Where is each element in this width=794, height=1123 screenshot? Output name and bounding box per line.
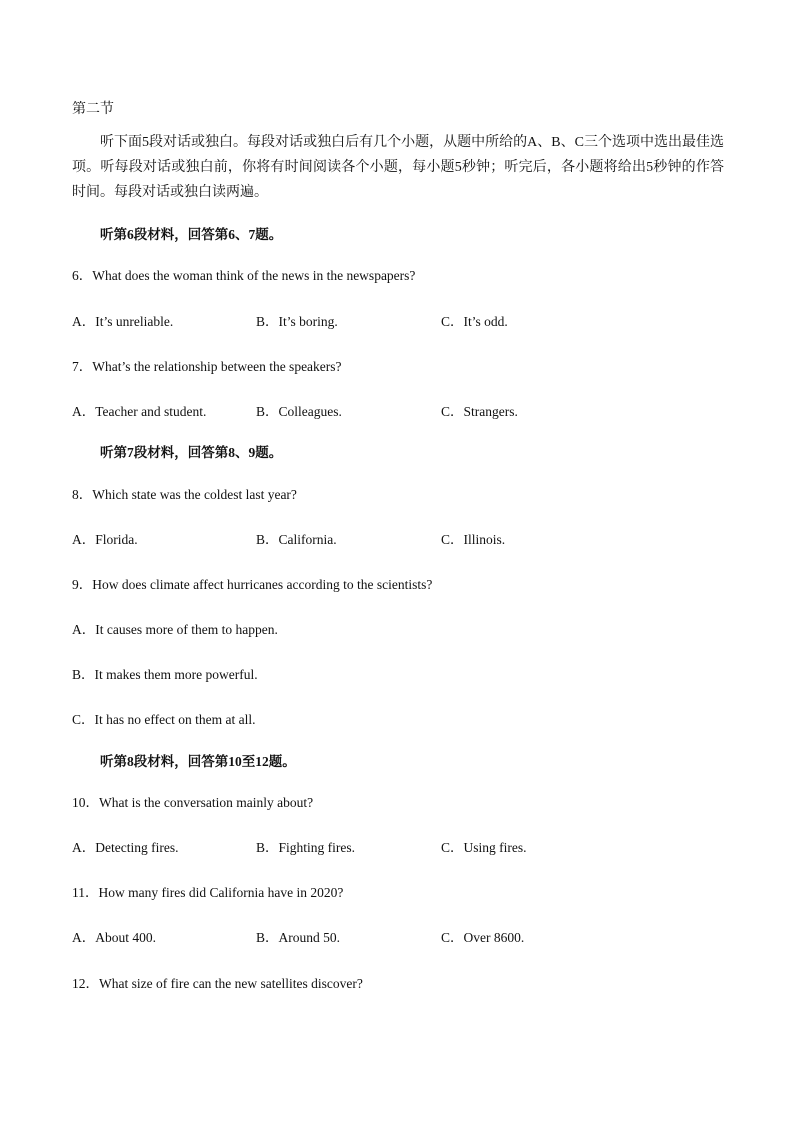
- option-c: C．Illinois.: [441, 532, 506, 547]
- option-a: A．Teacher and student.: [72, 404, 207, 419]
- option-c: C．Using fires.: [441, 840, 527, 855]
- option-b: B．Around 50.: [256, 930, 340, 945]
- option-c: C．It has no effect on them at all.: [72, 712, 256, 727]
- question-stem: 11．How many fires did California have in 2020?: [72, 885, 344, 900]
- question-stem: 8．Which state was the coldest last year?: [72, 487, 297, 502]
- group-heading: 听第7段材料，回答第8、9题。: [100, 445, 283, 460]
- question-stem: 7．What’s the relationship between the speakers?: [72, 359, 342, 374]
- option-b: B．Fighting fires.: [256, 840, 356, 855]
- option-b: B．California.: [256, 532, 337, 547]
- option-a: A．About 400.: [72, 930, 156, 945]
- option-b: B．Colleagues.: [256, 404, 342, 419]
- question-stem: 12．What size of fire can the new satellites discover?: [72, 976, 363, 991]
- section-title: 第二节: [72, 102, 114, 117]
- option-c: C．It’s odd.: [441, 314, 508, 329]
- option-a: A．Detecting fires.: [72, 840, 179, 855]
- question-stem: 10．What is the conversation mainly about?: [72, 795, 314, 810]
- option-b: B．It makes them more powerful.: [72, 667, 258, 682]
- section-instructions: 听下面5段对话或独白。每段对话或独白后有几个小题，从题中所给的A、B、C三个选项中选出最佳选项。听每段对话或独白前，你将有时间阅读各个小题，每小题5秒钟；听完后，各小题将给出5秒钟的作答时间。每段对话或独白读两遍。: [72, 135, 724, 200]
- group-heading: 听第6段材料，回答第6、7题。: [100, 227, 283, 242]
- option-a: A．It causes more of them to happen.: [72, 622, 278, 637]
- group-heading: 听第8段材料，回答第10至12题。: [100, 754, 296, 769]
- question-stem: 9．How does climate affect hurricanes according to the scientists?: [72, 577, 433, 592]
- option-c: C．Over 8600.: [441, 930, 525, 945]
- option-a: A．Florida.: [72, 532, 138, 547]
- option-b: B．It’s boring.: [256, 314, 338, 329]
- option-a: A．It’s unreliable.: [72, 314, 174, 329]
- option-c: C．Strangers.: [441, 404, 518, 419]
- question-stem: 6．What does the woman think of the news in the newspapers?: [72, 268, 416, 283]
